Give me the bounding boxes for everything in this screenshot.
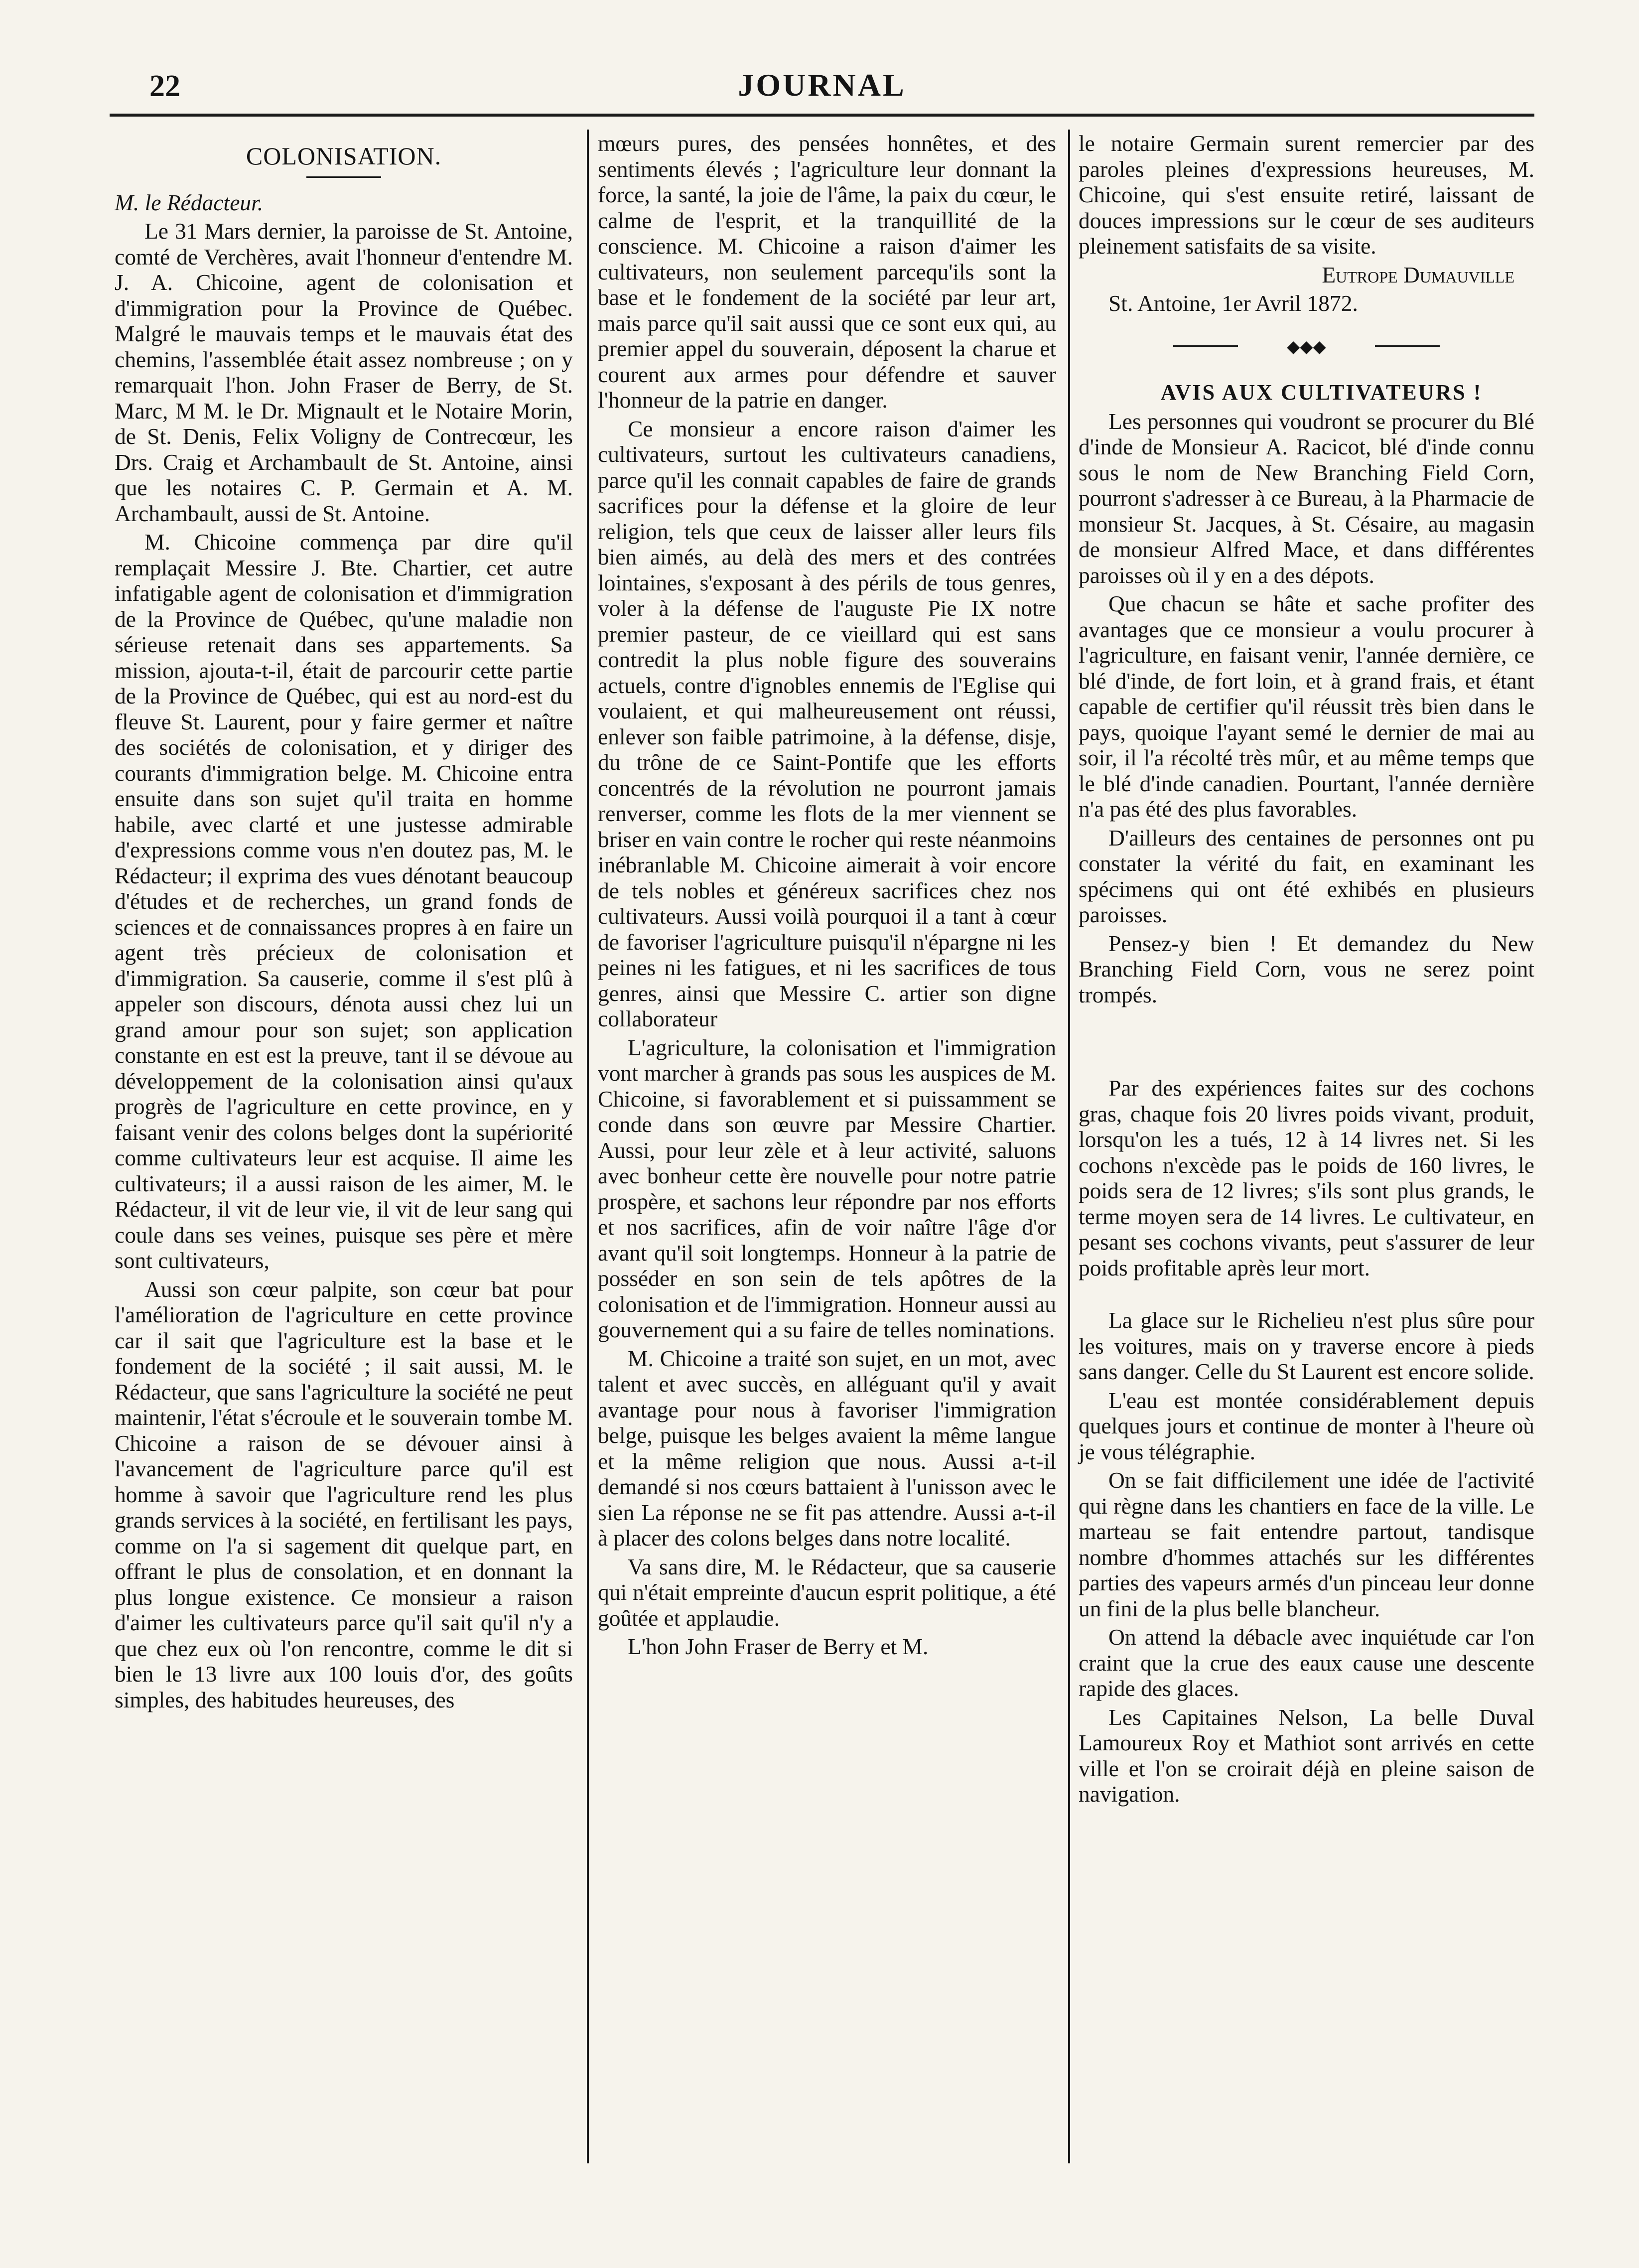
page-number: 22 bbox=[149, 69, 180, 103]
notice-paragraph: D'ailleurs des centaines de personnes ont pu constater la vérité du fait, en examinant les spécimens qui ont été exhibés en plusieurs paroisses. bbox=[1079, 825, 1534, 927]
page-header bbox=[110, 60, 1534, 115]
article-paragraph: M. Chicoine a traité son sujet, en un mot, avec talent et avec succès, en alléguant qu'il y avait avantage pour nous à favoriser l'immigration belge, puisque les belges avaient la même langue et la même religion que nous. Aussi a-t-il demandé si nos cœurs battaient à l'unisson avec le sien La réponse ne se fit pas attendre. Aussi a-t-il à placer des colons belges dans notre localité. bbox=[598, 1345, 1056, 1551]
spacer bbox=[1079, 1010, 1534, 1075]
article-title: COLONISATION. bbox=[246, 142, 442, 170]
notice-paragraph: Les personnes qui voudront se procurer du Blé d'inde de Monsieur A. Racicot, blé d'inde connu sous le nom de New Branching Field Corn, pourront s'adresser à ce Bureau, à la Pharmacie de monsieur St. Jacques, à St. Césaire, au magasin de monsieur Alfred Mace, et dans différentes paroisses où il y en a des dépots. bbox=[1079, 408, 1534, 588]
article-paragraph: mœurs pures, des pensées honnêtes, et des sentiments élevés ; l'agriculture leur donnant la force, la santé, la joie de l'âme, la paix du cœur, le calme de l'esprit, et la tranquillité de la conscience. M. Chicoine a raison d'aimer les cultivateurs, non seulement parcequ'ils sont la base et le fondement de la société par leur art, mais parce qu'il sait aussi que ce sont eux qui, au premier appel du souverain, déposent la charue et courent aux armes pour défendre et sauver l'honneur de la patrie en danger. bbox=[598, 131, 1056, 413]
notice-paragraph: Pensez-y bien ! Et demandez du New Branching Field Corn, vous ne serez point trompés. bbox=[1079, 930, 1534, 1007]
news-paragraph: La glace sur le Richelieu n'est plus sûre pour les voitures, mais on y traverse encore à pieds sans danger. Celle du St Laurent est encore solide. bbox=[1079, 1307, 1534, 1384]
column-3 bbox=[1079, 131, 1534, 2158]
article-salutation: M. le Rédacteur. bbox=[115, 189, 264, 215]
column-divider bbox=[587, 130, 589, 2163]
title-rule bbox=[306, 176, 381, 178]
news-paragraph: Les Capitaines Nelson, La belle Duval Lamoureux Roy et Mathiot sont arrivés en cette ville et l'on se croirait déjà en pleine saison de navigation. bbox=[1079, 1704, 1534, 1807]
article-signature: Eutrope Dumauville bbox=[1322, 262, 1514, 287]
section-ornament: ◆◆◆ bbox=[1079, 334, 1534, 360]
article-paragraph: M. Chicoine commença par dire qu'il remplaçait Messire J. Bte. Chartier, cet autre infatigable agent de colonisation et d'immigration de la Province de Québec, qu'une maladie non sérieuse retenait dans ses appartements. Sa mission, ajouta-t-il, était de parcourir cette partie de la Province de Québec, qui est au nord-est du fleuve St. Laurent, pour y faire germer et naître des sociétés de colonisation, et y diriger des courants d'immigration belge. M. Chicoine entra ensuite dans son sujet qu'il traita en homme habile, avec clarté et une justesse admirable d'expressions comme vous n'en doutez pas, M. le Rédacteur; il exprima des vues dénotant beaucoup d'études et de recherches, un grand fonds de sciences et de connaissances propres à en faire un agent très précieux de colonisation et d'immigration. Sa causerie, comme il s'est plû à appeler son discours, dénota aussi chez lui un grand amour pour son sujet; son application constante en est est la preuve, tant il se dévoue au développement de la colonisation ainsi qu'aux progrès de l'agriculture en cette province, en y faisant venir des colons belges dont la supériorité comme cultivateurs leur est acquise. Il aime les cultivateurs; il a aussi raison de les aimer, M. le Rédacteur, il vit de leur vie, il vit de leur sang qui coule dans ses veines, puisque ses père et mère sont cultivateurs, bbox=[115, 529, 573, 1273]
masthead-title: JOURNAL bbox=[738, 67, 906, 103]
news-paragraph: On attend la débacle avec inquiétude car l'on craint que la crue des eaux cause une descente rapide des glaces. bbox=[1079, 1624, 1534, 1701]
article-paragraph: Ce monsieur a encore raison d'aimer les cultivateurs, surtout les cultivateurs canadiens, parce qu'il les connait capables de faire de grands sacrifices pour la défense et la gloire de leur religion, tels que ceux de laisser aller leurs fils bien aimés, au delà des mers et des contrées lointaines, s'exposant à des périls de tous genres, voler à la défense de l'auguste Pie IX notre premier pasteur, de ce vieillard qui est sans contredit la plus noble figure des souverains actuels, contre d'ignobles ennemis de l'Eglise qui voulaient, et qui malheureusement ont réussi, enlever son faible patrimoine, à la défense, disje, du trône de ce Saint-Pontife que les efforts concentrés de la révolution ne pourront jamais renverser, comme les flots de la mer viennent se briser en vain contre le rocher qui reste néanmoins inébranlable M. Chicoine aimerait à voir encore de tels nobles et généreux sacrifices chez nos cultivateurs. Aussi voilà pourquoi il a tant à cœur de favoriser l'agriculture puisqu'il n'épargne ni les peines ni les fatigues, et ni les sacrifices de tous genres, ainsi que Messire C. artier son digne collaborateur bbox=[598, 416, 1056, 1031]
spacer bbox=[1079, 1283, 1534, 1307]
article-paragraph: L'hon John Fraser de Berry et M. bbox=[628, 1634, 929, 1659]
article-paragraph: Le 31 Mars dernier, la paroisse de St. Antoine, comté de Verchères, avait l'honneur d'entendre M. J. A. Chicoine, agent de colonisation et d'immigration pour la Province de Québec. Malgré le mauvais temps et le mauvais état des chemins, l'assemblée était assez nombreuse ; on y remarquait l'hon. John Fraser de Berry, de St. Marc, M M. le Dr. Mignault et le Notaire Morin, de St. Denis, Felix Voligny de Contrecœur, les Drs. Craig et Archambault de St. Antoine, ainsi que les notaires C. P. Germain et A. M. Archambault, aussi de St. Antoine. bbox=[115, 218, 573, 526]
column-2 bbox=[598, 131, 1056, 2158]
header-rule bbox=[110, 114, 1534, 117]
article-paragraph: le notaire Germain surent remercier par des paroles pleines d'expressions heureuses, M. Chicoine, qui s'est ensuite retiré, laissant de douces impressions sur le cœur de ses auditeurs pleinement satisfaits de sa visite. bbox=[1079, 131, 1534, 259]
article-paragraph: L'agriculture, la colonisation et l'immigration vont marcher à grands pas sous les auspices de M. Chicoine, si favorablement et si puissamment se conde dans son œuvre par Messire Chartier. Aussi, pour leur zèle et à leur activité, saluons avec bonheur cette ère nouvelle pour notre patrie prospère, et sachons leur répondre par nos efforts et nos sacrifices, afin de voir naître l'âge d'or avant qu'il soit longtemps. Honneur à la patrie de posséder en son sein de tels apôtres de la colonisation et de l'immigration. Honneur aussi au gouvernement qui a su faire de telles nominations. bbox=[598, 1034, 1056, 1342]
column-divider bbox=[1068, 130, 1070, 2163]
pig-weight-paragraph: Par des expériences faites sur des cochons gras, chaque fois 20 livres poids vivant, produit, lorsqu'on les a tués, 12 à 14 livres net. Si les cochons n'excède pas le poids de 160 livres, le poids sera de 12 livres; s'ils sont plus grands, le terme moyen sera de 14 livres. Le cultivateur, en pesant ses cochons vivants, peut s'assurer de leur poids profitable après leur mort. bbox=[1079, 1075, 1534, 1280]
notice-title: AVIS AUX CULTIVATEURS ! bbox=[1160, 380, 1483, 405]
article-paragraph: Aussi son cœur palpite, son cœur bat pour l'amélioration de l'agriculture en cette province car il sait que l'agriculture est la base et le fondement de la société ; il sait aussi, M. le Rédacteur, que sans l'agriculture la société ne peut maintenir, l'état s'écroule et le souverain tombe M. Chicoine a raison de se dévouer ainsi à l'avancement de l'agriculture parce qu'il est homme à savoir que l'agriculture rend les plus grands services à la société, en fertilisant les pays, comme on l'a si sagement dit quelque part, en offrant le plus de consolation, et en donnant la plus longue existence. Ce monsieur a raison d'aimer les cultivateurs parce qu'il sait qu'il n'y a que chez eux où l'on rencontre, comme le dit si bien le 13 livre aux 100 louis d'or, des goûts simples, des habitudes heureuses, des bbox=[115, 1276, 573, 1712]
news-paragraph: On se fait difficilement une idée de l'activité qui règne dans les chantiers en face de la ville. Le marteau se fait entendre partout, tandisque nombre d'hommes attachés sur les différentes parties des vapeurs armés d'un pinceau leur donne un fini de la plus belle blancheur. bbox=[1079, 1467, 1534, 1621]
news-paragraph: L'eau est montée considérablement depuis quelques jours et continue de monter à l'heure où je vous télégraphie. bbox=[1079, 1387, 1534, 1464]
column-1 bbox=[115, 131, 573, 2158]
notice-paragraph: Que chacun se hâte et sache profiter des avantages que ce monsieur a voulu procurer à l'agriculture, en faisant venir, l'année dernière, ce blé d'inde, de fort loin, et à grand frais, et étant capable de certifier qu'il réussit très bien dans le pays, quoique l'ayant semé le dernier de mai au soir, il l'a récolté très mûr, et au même temps que le blé d'inde canadien. Pourtant, l'année dernière n'a pas été des plus favorables. bbox=[1079, 591, 1534, 822]
article-dateline: St. Antoine, 1er Avril 1872. bbox=[1108, 290, 1358, 316]
article-paragraph: Va sans dire, M. le Rédacteur, que sa causerie qui n'était empreinte d'aucun esprit politique, a été goûtée et applaudie. bbox=[598, 1554, 1056, 1631]
